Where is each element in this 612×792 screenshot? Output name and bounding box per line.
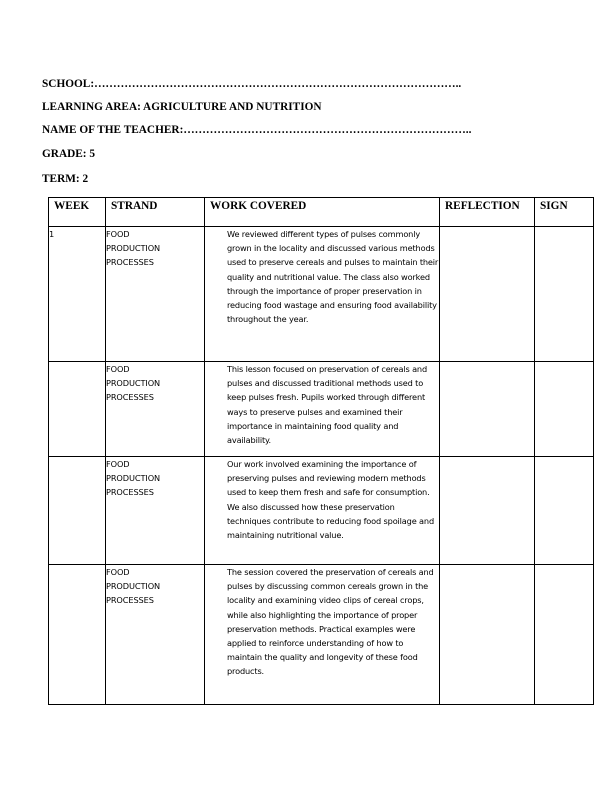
week-cell: 1	[49, 227, 106, 362]
table-row	[49, 565, 594, 705]
strand-line: PROCESSES	[106, 487, 154, 498]
sign-cell[interactable]	[535, 362, 594, 457]
learning-area-label: LEARNING AREA: AGRICULTURE AND NUTRITION	[42, 101, 322, 113]
strand-line: PROCESSES	[106, 392, 154, 403]
table-row	[49, 457, 594, 565]
strand-line: FOOD	[106, 459, 130, 469]
strand-line: PRODUCTION	[106, 378, 161, 389]
week-cell	[49, 457, 106, 565]
reflection-cell[interactable]	[440, 565, 535, 705]
strand-line: FOOD	[106, 229, 130, 239]
sign-cell[interactable]	[535, 227, 594, 362]
strand-line: FOOD	[106, 364, 130, 374]
work-covered-cell: The session covered the preservation of cereals and pulses by discussing common cereals grown in the locality and examining video clips of cereal crops, while also highlighting the importance of proper preservation methods. Practical examples were applied to reinforce understanding of how to maintain the quality and longevity of these food products.	[205, 565, 440, 705]
week-cell	[49, 362, 106, 457]
reflection-cell[interactable]	[440, 362, 535, 457]
strand-line: PROCESSES	[106, 257, 154, 268]
teacher-name-field: NAME OF THE TEACHER:…………………………………………………………………..	[42, 124, 472, 136]
strand-line: PROCESSES	[106, 595, 154, 606]
table-header-row	[49, 198, 594, 227]
strand-line: PRODUCTION	[106, 243, 161, 254]
school-field: SCHOOL:……………………………………………………………………………………..	[42, 78, 462, 90]
strand-cell	[106, 362, 205, 457]
term-label: TERM: 2	[42, 173, 89, 185]
reflection-cell[interactable]	[440, 227, 535, 362]
column-header-reflection: REFLECTION	[440, 198, 535, 227]
sign-cell[interactable]	[535, 565, 594, 705]
strand-line: PRODUCTION	[106, 473, 161, 484]
strand-cell	[106, 227, 205, 362]
sign-cell[interactable]	[535, 457, 594, 565]
table-row	[49, 362, 594, 457]
reflection-cell[interactable]	[440, 457, 535, 565]
grade-label: GRADE: 5	[42, 148, 96, 160]
strand-line: PRODUCTION	[106, 581, 161, 592]
work-covered-cell: Our work involved examining the importance of preserving pulses and reviewing modern methods used to keep them fresh and safe for consumption. We also discussed how these preservation techniques contribute to reducing food spoilage and maintaining nutritional value.	[205, 457, 440, 565]
strand-cell	[106, 457, 205, 565]
work-covered-cell: This lesson focused on preservation of cereals and pulses and discussed traditional methods used to keep pulses fresh. Pupils worked through different ways to preserve pulses and examined their importance in maintaining food quality and availability.	[205, 362, 440, 457]
week-cell	[49, 565, 106, 705]
column-header-week: WEEK	[49, 198, 106, 227]
column-header-sign: SIGN	[535, 198, 594, 227]
table-row	[49, 227, 594, 362]
column-header-strand: STRAND	[106, 198, 205, 227]
work-record-table	[48, 197, 594, 705]
strand-cell	[106, 565, 205, 705]
strand-line: FOOD	[106, 567, 130, 577]
work-covered-cell: We reviewed different types of pulses commonly grown in the locality and discussed various methods used to preserve cereals and pulses to maintain their quality and nutritional value. The class also worked through the importance of proper preservation in reducing food wastage and ensuring food availability throughout the year.	[205, 227, 440, 362]
column-header-work-covered: WORK COVERED	[205, 198, 440, 227]
